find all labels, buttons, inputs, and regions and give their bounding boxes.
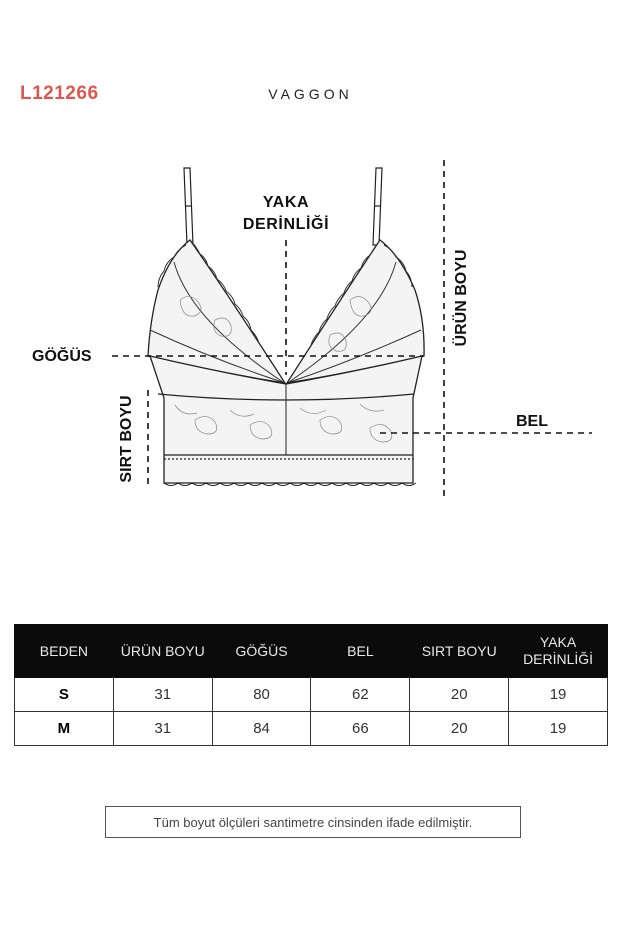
header-chest: GÖĞÜS bbox=[212, 625, 311, 678]
table-cell: 80 bbox=[212, 678, 311, 712]
table-cell: 31 bbox=[113, 678, 212, 712]
size-cell: S bbox=[15, 678, 114, 712]
size-cell: M bbox=[15, 712, 114, 746]
measurement-unit-note: Tüm boyut ölçüleri santimetre cinsinden ifade edilmiştir. bbox=[105, 806, 521, 838]
size-chart-table bbox=[14, 624, 608, 746]
back-length-label: SIRT BOYU bbox=[118, 395, 135, 483]
table-cell: 62 bbox=[311, 678, 410, 712]
table-cell: 84 bbox=[212, 712, 311, 746]
table-cell: 31 bbox=[113, 712, 212, 746]
table-cell: 66 bbox=[311, 712, 410, 746]
product-length-label: ÜRÜN BOYU bbox=[453, 249, 470, 347]
product-code: L121266 bbox=[20, 83, 99, 104]
brand-logo: VAGGON bbox=[268, 86, 353, 102]
table-row bbox=[15, 678, 608, 712]
chest-label: GÖĞÜS bbox=[32, 348, 92, 365]
header-back-length: SIRT BOYU bbox=[410, 625, 509, 678]
waist-label: BEL bbox=[516, 413, 548, 430]
table-cell: 20 bbox=[410, 712, 509, 746]
underband bbox=[150, 356, 422, 486]
size-chart-header-row bbox=[15, 625, 608, 678]
table-cell: 19 bbox=[509, 712, 608, 746]
header-size: BEDEN bbox=[15, 625, 114, 678]
header-neckline-depth: YAKA DERİNLİĞİ bbox=[509, 625, 608, 678]
neckline-depth-label-2: DERİNLİĞİ bbox=[242, 216, 330, 233]
header-waist: BEL bbox=[311, 625, 410, 678]
neckline-depth-label-1: YAKA bbox=[262, 194, 310, 211]
table-row bbox=[15, 712, 608, 746]
header-product-length: ÜRÜN BOYU bbox=[113, 625, 212, 678]
table-cell: 19 bbox=[509, 678, 608, 712]
table-cell: 20 bbox=[410, 678, 509, 712]
